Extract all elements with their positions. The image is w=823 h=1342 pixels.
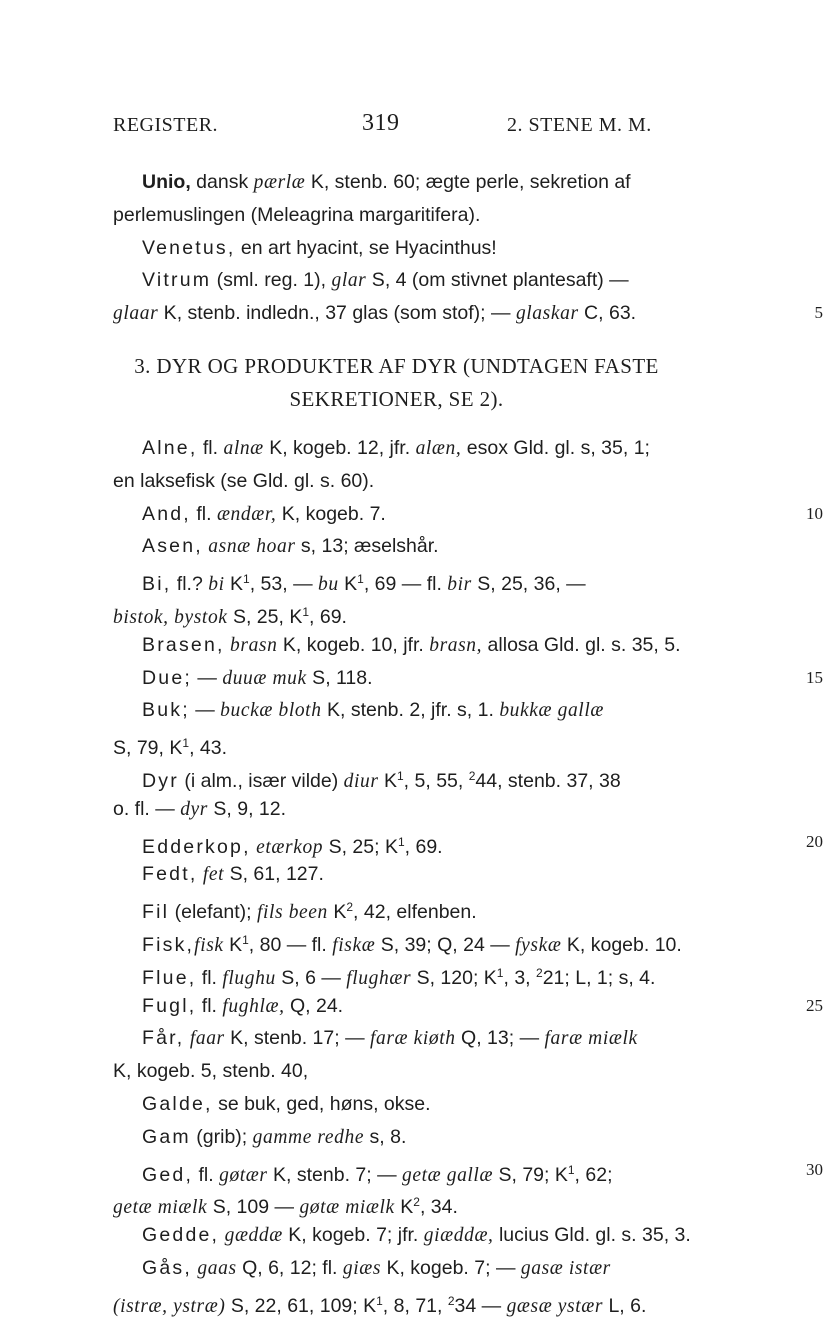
page-number: 319 xyxy=(362,110,400,136)
headword: Fil xyxy=(142,901,170,924)
entry-unio-cont: perlemuslingen (Meleagrina margaritifera). xyxy=(113,203,481,226)
entry-brasen: Brasen, brasn K, kogeb. 10, jfr. brasn, allosa Gld. gl. s. 35, 5. xyxy=(142,633,681,656)
entry-gaas: Gås, gaas Q, 6, 12; fl. giæs K, kogeb. 7; — gasæ istær xyxy=(142,1256,611,1279)
headword: Dyr xyxy=(142,769,179,792)
header-section: 2. STENE M. M. xyxy=(507,114,652,136)
spacer xyxy=(113,330,680,346)
headword: Fugl, xyxy=(142,994,197,1017)
entry-buk: Buk; — buckæ bloth K, stenb. 2, jfr. s, 1. bukkæ gallæ xyxy=(142,699,604,722)
headword: Vitrum xyxy=(142,269,212,292)
headword: Fisk, xyxy=(142,933,195,956)
entry-vitrum-cont: glaar K, stenb. indledn., 37 glas (som stof); — glaskar C, 63. 5 xyxy=(113,297,680,330)
headword: Unio, xyxy=(142,171,191,193)
headword: Edderkop, xyxy=(142,835,251,858)
entry-faar: Får, faar K, stenb. 17; — faræ kiøth Q, 13; — faræ miælk xyxy=(142,1027,638,1050)
headword: Galde, xyxy=(142,1092,213,1115)
entry-faar-cont: K, kogeb. 5, stenb. 40, xyxy=(113,1060,309,1083)
line-number: 20 xyxy=(806,831,823,851)
headword: Brasen, xyxy=(142,633,225,656)
line-number: 10 xyxy=(806,503,823,523)
line-number: 5 xyxy=(814,303,823,323)
entry-dyr-cont: o. fl. — dyr S, 9, 12. xyxy=(113,797,287,820)
header-register: REGISTER. xyxy=(113,114,219,136)
headword: Gedde, xyxy=(142,1224,220,1247)
headword: Gam xyxy=(142,1125,191,1148)
entry-buk-cont: S, 79, $K^1$, 43. xyxy=(113,736,228,760)
entry-venetus: Venetus, en art hyacint, se Hyacinthus! xyxy=(142,236,497,259)
register-text xyxy=(113,166,823,1318)
headword: Bi, xyxy=(142,573,172,596)
headword: Buk; xyxy=(142,699,190,722)
headword: Asen, xyxy=(142,535,203,558)
spacer xyxy=(113,416,680,432)
section-heading: 3. DYR OG PRODUKTER AF DYR (UNDTAGEN FASTE xyxy=(134,353,659,378)
entry-fedt: Fedt, fet S, 61, 127. xyxy=(142,863,324,886)
entry-due: Due; — duuæ muk S, 118. 15 xyxy=(113,662,680,695)
entry-dyr: Dyr (i alm., især vilde) diur $K^1$, 5, 55, $^2$44, stenb. 37, 38 xyxy=(142,768,621,792)
line-number: 30 xyxy=(806,1159,823,1179)
entry-bi-cont: bistok, bystok S, 25, $K^1$, 69. xyxy=(113,604,347,628)
entry-vitrum: Vitrum (sml. reg. 1), glar S, 4 (om stivnet plantesaft) — xyxy=(142,269,629,292)
headword: Gås, xyxy=(142,1256,192,1279)
entry-alne: Alne, fl. alnæ K, kogeb. 12, jfr. alæn, esox Gld. gl. s, 35, 1; xyxy=(142,436,650,459)
entry-gaas-cont: (istræ, ystræ) S, 22, 61, 109; $K^1$, 8, 71, $^2$34 — gæsæ ystær L, 6. xyxy=(113,1293,647,1317)
headword: Ged, xyxy=(142,1163,194,1186)
entry-flue: Flue, fl. flughu S, 6 — flughær S, 120; $K^1$, 3, $^2$21; L, 1; s, 4. xyxy=(142,965,656,989)
entry-alne-cont: en laksefisk (se Gld. gl. s. 60). xyxy=(113,469,375,492)
entry-gedde: Gedde, gæddæ K, kogeb. 7; jfr. giæddæ, lucius Gld. gl. s. 35, 3. xyxy=(142,1224,691,1247)
line-number: 15 xyxy=(806,667,823,687)
headword: Flue, xyxy=(142,966,197,989)
entry-gam: Gam (grib); gamme redhe s, 8. xyxy=(142,1125,407,1148)
headword: Due; xyxy=(142,666,192,689)
line-number: 25 xyxy=(806,995,823,1015)
entry-ged-cont: getæ miælk S, 109 — gøtæ miælk $K^2$, 34. xyxy=(113,1195,458,1219)
headword: Fedt, xyxy=(142,863,198,886)
entry-bi: Bi, fl.? bi $K^1$, 53, — bu $K^1$, 69 — fl. bir S, 25, 36, — xyxy=(142,572,586,596)
headword: Får, xyxy=(142,1027,185,1050)
entry-asen: Asen, asnæ hoar s, 13; æselshår. xyxy=(142,535,439,558)
running-header xyxy=(0,108,800,142)
entry-and: And, fl. ændær, K, kogeb. 7. 10 xyxy=(113,498,680,531)
entry-fugl: Fugl, fl. fughlæ, Q, 24. 25 xyxy=(113,990,680,1023)
entry-fil: Fil (elefant); fils been $K^2$, 42, elfenben. xyxy=(142,900,477,924)
headword: Alne, xyxy=(142,436,198,459)
entry-galde: Galde, se buk, ged, høns, okse. xyxy=(142,1092,431,1115)
headword: And, xyxy=(142,502,191,525)
entry-fisk: Fisk,fisk $K^1$, 80 — fl. fiskæ S, 39; Q, 24 — fyskæ K, kogeb. 10. xyxy=(142,932,682,956)
headword: Venetus, xyxy=(142,236,236,259)
entry-ged: Ged, fl. gøtær K, stenb. 7; — getæ gallæ S, 79; $K^1$, 62; 30 xyxy=(113,1154,680,1187)
entry-edderkop: Edderkop, etærkop S, 25; $K^1$, 69. 20 xyxy=(113,826,680,859)
entry-unio: Unio, dansk pærlæ K, stenb. 60; ægte perle, sekretion af xyxy=(142,171,631,193)
section-heading-cont: SEKRETIONER, SE 2). xyxy=(289,386,504,411)
